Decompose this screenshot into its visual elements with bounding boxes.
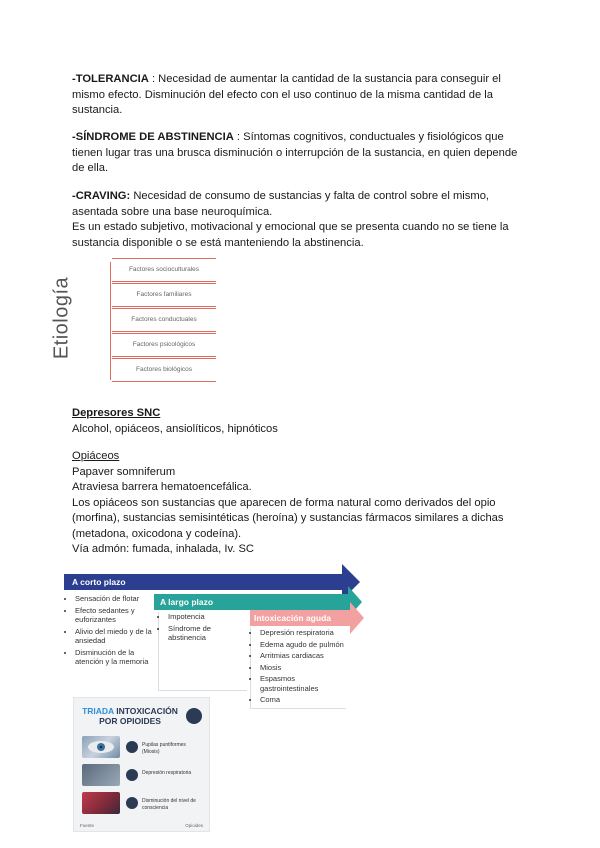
craving-text: Necesidad de consumo de sustancias y falta de control sobre el mismo, asentada sobre una base neuroquímica. [72, 190, 490, 218]
etiologia-item: Factores psicológicos [112, 333, 216, 357]
etiologia-connector [110, 262, 111, 380]
triada-item: Disminución del nivel de consciencia [142, 798, 196, 811]
corto-item: • Sensación de flotar [75, 594, 154, 604]
etiologia-item: Factores socioculturales [112, 258, 216, 282]
consciousness-image [82, 792, 120, 814]
corto-title: A corto plazo [72, 577, 126, 587]
corto-panel [66, 594, 154, 674]
corto-item: • Disminución de la atención y la memoria [75, 648, 154, 667]
bullet-icon [126, 797, 138, 809]
bullet-icon [126, 769, 138, 781]
corto-item: • Efecto sedantes y euforizantes [75, 606, 154, 625]
craving-term: -CRAVING: [72, 190, 131, 202]
opiaceos-line3: Los opiáceos son sustancias que aparecen de forma natural como derivados del opio (morfina), sustancias semisintéticas (heroína) y sustancias fármacos similares a dichas (metadona, oxicodona y codeína). [72, 496, 504, 540]
depresores-section [72, 406, 532, 437]
respiration-image [82, 764, 120, 786]
aguda-item: • Depresión respiratoria [260, 628, 346, 638]
triada-foot-left: Fuente [80, 823, 95, 828]
largo-item: • Impotencia [168, 612, 247, 622]
tolerancia-term: -TOLERANCIA [72, 73, 149, 85]
aguda-panel [250, 628, 346, 709]
opiaceos-line4: Vía admón: fumada, inhalada, Iv. SC [72, 543, 255, 555]
triada-item: Pupilas puntiformes (Miosis) [142, 742, 186, 755]
abstinencia-paragraph [72, 130, 532, 177]
aguda-item: • Arritmias cardiacas [260, 651, 346, 661]
largo-title: A largo plazo [160, 597, 214, 607]
opiaceos-line1: Papaver somniferum [72, 465, 176, 478]
opiaceos-heading: Opiáceos [72, 450, 120, 462]
craving-paragraph [72, 189, 532, 251]
eye-image [82, 736, 120, 758]
bullet-icon [126, 741, 138, 753]
aguda-item: • Espasmos gastrointestinales [260, 674, 346, 693]
triada-title: TRIADA INTOXICACIÓN POR OPIOIDES [82, 706, 178, 726]
etiologia-title: Etiología [50, 276, 73, 360]
tolerancia-paragraph [72, 72, 532, 119]
depresores-heading: Depresores SNC [72, 407, 161, 419]
corto-item: • Alivio del miedo y de la ansiedad [75, 627, 154, 646]
craving-line2: Es un estado subjetivo, motivacional y emocional que se presenta cuando no se tiene la sustancia disponible o se está manteniendo la abstinencia. [72, 221, 509, 249]
depresores-text: Alcohol, opiáceos, ansiolíticos, hipnóticos [72, 422, 278, 435]
aguda-item: • Edema agudo de pulmón [260, 640, 346, 650]
logo-icon [186, 708, 202, 724]
largo-panel [158, 612, 247, 691]
abstinencia-term: -SÍNDROME DE ABSTINENCIA [72, 131, 234, 143]
tolerancia-text: : Necesidad de aumentar la cantidad de la sustancia para conseguir el mismo efecto. Disminución del efecto con el uso continuo de la misma cantidad de la sustancia. [72, 73, 501, 116]
triada-item: Depresión respiratoria [142, 770, 192, 776]
aguda-item: • Coma [260, 695, 346, 705]
aguda-item: • Miosis [260, 663, 346, 673]
opiaceos-line2: Atraviesa barrera hematoencefálica. [72, 481, 252, 493]
etiologia-item: Factores biológicos [112, 358, 216, 382]
opiaceos-section [72, 449, 532, 558]
abstinencia-text: : Síntomas cognitivos, conductuales y fisiológicos que tienen lugar tras una brusca disminución o interrupción de la sustancia, en quien depende de ella. [72, 131, 518, 174]
triada-foot-right: Opioides [185, 823, 203, 828]
aguda-title: Intoxicación aguda [254, 613, 331, 623]
etiologia-item: Factores familiares [112, 283, 216, 307]
largo-item: • Síndrome de abstinencia [168, 624, 247, 643]
etiologia-item: Factores conductuales [112, 308, 216, 332]
triada-card [73, 697, 210, 832]
